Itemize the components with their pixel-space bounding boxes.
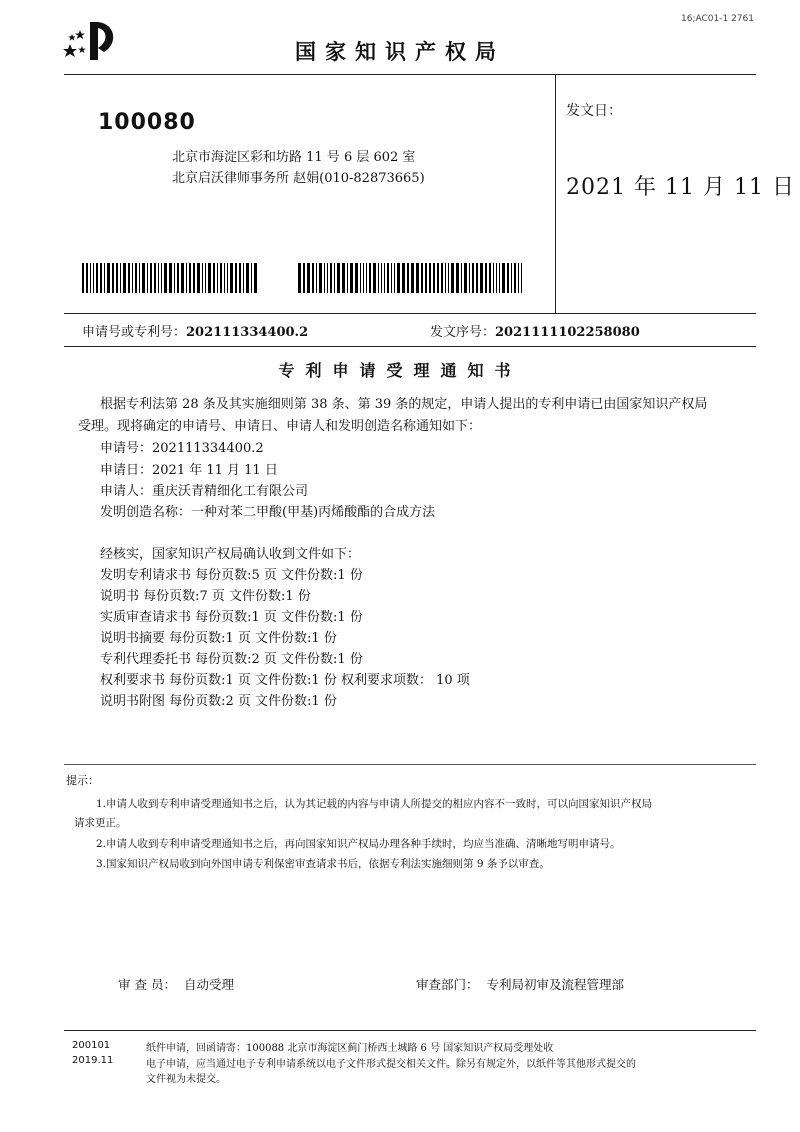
barcode-bar [208, 263, 211, 293]
barcode-bar [456, 263, 459, 293]
file-item: 权利要求书 每份页数:1 页 文件份数:1 份 权利要求项数： 10 项 [100, 673, 470, 688]
note-3: 3.国家知识产权局收到向外国申请专利保密审查请求书后，依据专利法实施细则第 9 条予以审查。 [96, 858, 550, 870]
numbers-top-divider [64, 313, 756, 314]
barcode-bar [350, 263, 353, 293]
intro-line-1: 根据专利法第 28 条及其实施细则第 38 条、第 39 条的规定，申请人提出的专利申请已由国家知识产权局 [100, 397, 708, 412]
file-item: 实质审查请求书 每份页数:1 页 文件份数:1 份 [100, 610, 363, 625]
barcode-bar [387, 263, 389, 293]
barcode-bar [100, 263, 102, 293]
barcode-bar [181, 263, 184, 293]
footer-divider [64, 1030, 756, 1031]
barcode-bar [205, 263, 206, 293]
barcode-bar [303, 263, 305, 293]
barcode-serial [298, 263, 524, 293]
footer-paper-label: 纸件申请，回函请寄： [146, 1043, 246, 1054]
footer-paper-line [146, 1039, 553, 1054]
barcode-bar [394, 263, 395, 293]
notes-divider [64, 764, 756, 765]
barcode-bar [476, 263, 478, 293]
barcode-bar [135, 263, 137, 293]
barcode-bar [132, 263, 133, 293]
barcode-bar [330, 263, 332, 293]
barcode-bar [496, 263, 497, 293]
barcode-bar [227, 263, 228, 293]
barcode-bar [378, 263, 379, 293]
recipient-address: 北京市海淀区彩和坊路 11 号 6 层 602 室 [172, 150, 416, 165]
serial-number-row [430, 321, 640, 340]
barcode-bar [217, 263, 218, 293]
barcode-bar [186, 263, 187, 293]
barcode-bar [177, 263, 179, 293]
barcode-bar [319, 263, 322, 293]
barcode-bar [251, 263, 252, 293]
note-2: 2.申请人收到专利申请受理通知书之后，再向国家知识产权局办理各种手续时，均应当准确、清晰地写明申请号。 [96, 838, 621, 850]
form-code: 16;AC01-1 2761 [681, 14, 754, 24]
barcode-bar [230, 263, 233, 293]
barcode-bar [366, 263, 367, 293]
barcode-bar [139, 263, 140, 293]
barcode-bar [347, 263, 348, 293]
barcode-bar [327, 263, 328, 293]
barcode-bar [246, 263, 249, 293]
note-1-line-2: 请求更正。 [74, 817, 127, 829]
footer-code-1: 200101 [72, 1040, 111, 1051]
barcode-bar [142, 263, 145, 293]
issue-column-divider [555, 74, 556, 314]
barcode-bar [425, 263, 427, 293]
barcode-bar [316, 263, 317, 293]
footer-electronic-text: 应当通过电子专利申请系统以电子文件形式提交相关文件。除另有规定外，以纸件等其他形式提交的 [196, 1059, 636, 1070]
examiner-row [118, 975, 234, 993]
barcode-bar [373, 263, 376, 293]
barcode-bar [514, 263, 516, 293]
file-item: 发明专利请求书 每份页数:5 页 文件份数:1 份 [100, 568, 363, 583]
barcode-bar [104, 263, 105, 293]
application-number-row [82, 321, 308, 340]
footer-electronic-line-2: 文件视为未提交。 [146, 1074, 226, 1085]
barcode-bar [312, 263, 314, 293]
numbers-bottom-divider [64, 346, 756, 347]
barcode-bar [193, 263, 195, 293]
file-item: 说明书摘要 每份页数:1 页 文件份数:1 份 [100, 631, 337, 646]
barcode-bar [220, 263, 222, 293]
barcode-bar [169, 263, 172, 293]
department-row [416, 975, 624, 993]
barcode-bar [402, 263, 405, 293]
barcode-bar [243, 263, 244, 293]
barcode-bar [429, 263, 431, 293]
serial-number: 2021111102258080 [495, 325, 640, 340]
barcode-bar [90, 263, 91, 293]
barcode-bar [363, 263, 364, 293]
barcode-bar [154, 263, 156, 293]
barcode-bar [502, 263, 505, 293]
barcode-bar [254, 263, 257, 293]
footer-code-2: 2019.11 [72, 1055, 114, 1066]
barcode-bar [441, 263, 443, 293]
barcode-application [82, 263, 259, 293]
barcode-bar [298, 263, 301, 293]
barcode-bar [507, 263, 509, 293]
barcode-bar [499, 263, 500, 293]
issue-date: 2021 年 11 月 11 日 [566, 175, 795, 200]
barcode-bar [239, 263, 241, 293]
barcode-bar [472, 263, 474, 293]
barcode-bar [493, 263, 494, 293]
barcode-bar [407, 263, 409, 293]
barcode-bar [174, 263, 175, 293]
barcode-bar [123, 263, 126, 293]
document-title: 专利申请受理通知书 [278, 361, 522, 380]
barcode-bar [112, 263, 114, 293]
barcode-bar [324, 263, 325, 293]
barcode-bar [485, 263, 487, 293]
intro-line-2: 受理。现将确定的申请号、申请日、申请人和发明创造名称通知如下： [78, 419, 482, 434]
barcode-bar [128, 263, 130, 293]
barcode-bar [384, 263, 385, 293]
barcode-bar [202, 263, 203, 293]
barcode-bar [480, 263, 483, 293]
barcode-bar [337, 263, 340, 293]
barcode-bar [437, 263, 439, 293]
barcode-bar [391, 263, 392, 293]
footer-electronic-label: 电子申请， [146, 1059, 196, 1070]
barcode-bar [451, 263, 454, 293]
barcode-bar [461, 263, 462, 293]
postal-code: 100080 [98, 110, 196, 135]
barcode-bar [116, 263, 118, 293]
field-application-date: 申请日：2021 年 11 月 11 日 [100, 463, 278, 478]
barcode-bar [511, 263, 512, 293]
office-title: 国家知识产权局 [295, 39, 505, 64]
field-applicant: 申请人：重庆沃青精细化工有限公司 [100, 484, 309, 499]
notes-heading: 提示： [66, 774, 99, 787]
barcode-bar [197, 263, 200, 293]
examiner-value: 自动受理 [183, 977, 234, 992]
barcode-bar [86, 263, 88, 293]
barcode-bar [334, 263, 335, 293]
barcode-bar [150, 263, 152, 293]
department-label: 审查部门： [416, 977, 479, 992]
barcode-bar [307, 263, 310, 293]
barcode-bar [421, 263, 423, 293]
barcode-bar [342, 263, 345, 293]
barcode-bar [416, 263, 419, 293]
footer-paper-address: 100088 北京市海淀区蓟门桥西土城路 6 号 国家知识产权局受理处收 [246, 1043, 554, 1054]
barcode-bar [448, 263, 449, 293]
barcode-bar [147, 263, 148, 293]
barcode-bar [235, 263, 237, 293]
barcode-bar [213, 263, 215, 293]
file-item: 说明书 每份页数:7 页 文件份数:1 份 [100, 589, 311, 604]
barcode-bar [518, 263, 519, 293]
barcode-bar [445, 263, 446, 293]
header-divider [64, 74, 756, 75]
barcode-bar [158, 263, 159, 293]
field-invention-title: 发明创造名称：一种对苯二甲酸(甲基)丙烯酸酯的合成方法 [100, 505, 436, 520]
file-item: 专利代理委托书 每份页数:2 页 文件份数:1 份 [100, 652, 363, 667]
barcode-bar [469, 263, 470, 293]
received-files-intro: 经核实，国家知识产权局确认收到文件如下： [100, 547, 361, 562]
barcode-bar [464, 263, 467, 293]
barcode-bar [189, 263, 191, 293]
barcode-bar [82, 263, 84, 293]
application-number: 202111334400.2 [186, 325, 309, 340]
barcode-bar [433, 263, 435, 293]
barcode-bar [224, 263, 225, 293]
footer-electronic-line [146, 1055, 636, 1070]
barcode-bar [107, 263, 110, 293]
department-value: 专利局初审及流程管理部 [486, 977, 625, 992]
barcode-bar [120, 263, 121, 293]
barcode-bar [161, 263, 162, 293]
barcode-bar [411, 263, 414, 293]
issue-date-label: 发文日： [566, 103, 622, 119]
note-1-line-1: 1.申请人收到专利申请受理通知书之后，认为其记载的内容与申请人所提交的相应内容不一致时，可以向国家知识产权局 [96, 798, 653, 810]
barcode-bar [360, 263, 361, 293]
barcode-bar [489, 263, 491, 293]
barcode-bar [355, 263, 358, 293]
examiner-label: 审 查 员： [118, 977, 176, 992]
barcode-bar [369, 263, 371, 293]
field-application-number: 申请号：202111334400.2 [100, 441, 264, 456]
barcode-bar [96, 263, 98, 293]
recipient-agent: 北京启沃律师事务所 赵娟(010-82873665) [172, 171, 425, 186]
barcode-bar [93, 263, 94, 293]
application-number-label: 申请号或专利号： [82, 325, 187, 340]
barcode-bar [521, 263, 522, 293]
serial-number-label: 发文序号： [430, 325, 496, 340]
barcode-bar [381, 263, 382, 293]
file-item: 说明书附图 每份页数:2 页 文件份数:1 份 [100, 694, 337, 709]
barcode-bar [397, 263, 400, 293]
barcode-bar [164, 263, 167, 293]
